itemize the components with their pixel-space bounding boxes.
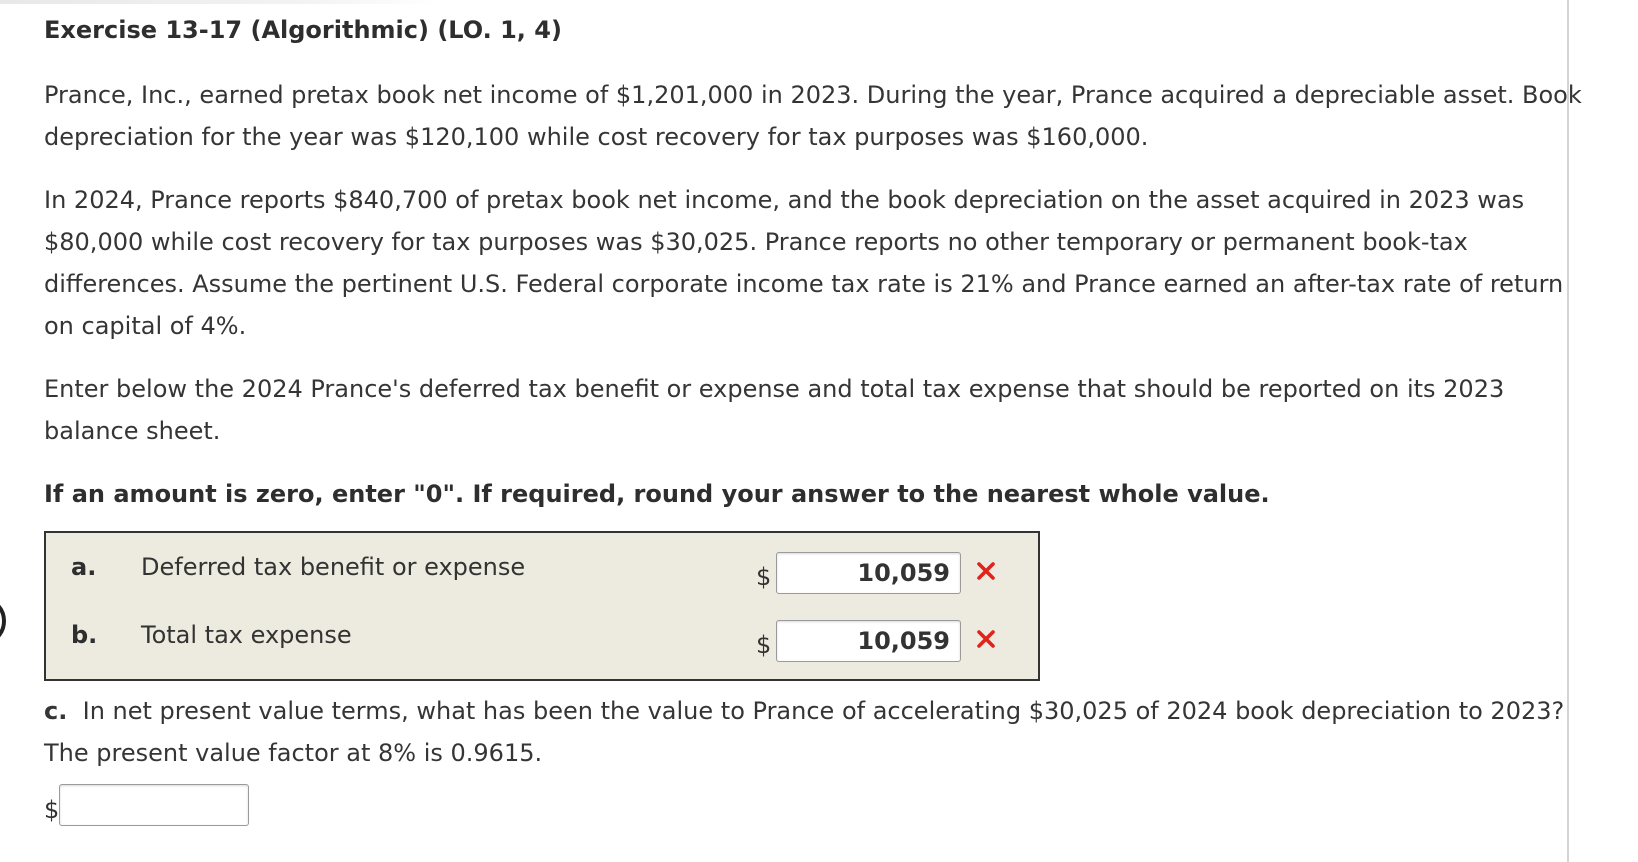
part-c-letter: c. [44, 697, 68, 725]
paragraph-line: balance sheet. [44, 417, 221, 445]
row-label: Total tax expense [141, 621, 352, 649]
part-c-line-2: The present value factor at 8% is 0.9615. [44, 739, 543, 767]
npv-value-input[interactable] [59, 784, 249, 826]
answer-row-b [46, 615, 1038, 661]
paragraph-line: depreciation for the year was $120,100 while cost recovery for tax purposes was $160,000. [44, 123, 1149, 151]
paragraph-line: $80,000 while cost recovery for tax purposes was $30,025. Prance reports no other temporary or permanent book-tax [44, 228, 1468, 256]
dollar-sign: $ [756, 631, 772, 659]
dollar-sign: $ [756, 563, 772, 591]
paragraph-line: Prance, Inc., earned pretax book net income of $1,201,000 in 2023. During the year, Prance acquired a depreciable asset. Book [44, 81, 1582, 109]
part-c-question [44, 690, 1604, 774]
answer-row-a [46, 547, 1038, 593]
exercise-title: Exercise 13-17 (Algorithmic) (LO. 1, 4) [44, 16, 562, 44]
paragraph-line: In 2024, Prance reports $840,700 of pretax book net income, and the book depreciation on the asset acquired in 2023 was [44, 186, 1525, 214]
part-c-line-1 [44, 690, 1604, 732]
paragraph-line: Enter below the 2024 Prance's deferred tax benefit or expense and total tax expense that should be reported on its 2023 [44, 375, 1505, 403]
top-shadow-decoration [0, 0, 440, 4]
paragraph-3 [44, 368, 1604, 452]
answer-box [44, 531, 1040, 681]
total-tax-expense-input[interactable] [776, 620, 961, 662]
row-letter: b. [71, 621, 98, 649]
paragraph-1 [44, 74, 1604, 158]
dollar-sign: $ [44, 796, 60, 824]
row-label: Deferred tax benefit or expense [141, 553, 526, 581]
paragraph-line: differences. Assume the pertinent U.S. Federal corporate income tax rate is 21% and Prance earned an after-tax rate of return [44, 270, 1564, 298]
x-mark-icon [974, 559, 998, 583]
deferred-tax-input[interactable] [776, 552, 961, 594]
answer-instruction: If an amount is zero, enter "0". If required, round your answer to the nearest whole value. [44, 480, 1270, 508]
part-c-question-text: In net present value terms, what has been the value to Prance of accelerating $30,025 of 2024 book depreciation to 2023? [82, 697, 1565, 725]
paragraph-line: on capital of 4%. [44, 312, 247, 340]
row-letter: a. [71, 553, 97, 581]
x-mark-icon [974, 627, 998, 651]
left-edge-circle-icon [0, 596, 6, 646]
paragraph-2 [44, 179, 1604, 347]
